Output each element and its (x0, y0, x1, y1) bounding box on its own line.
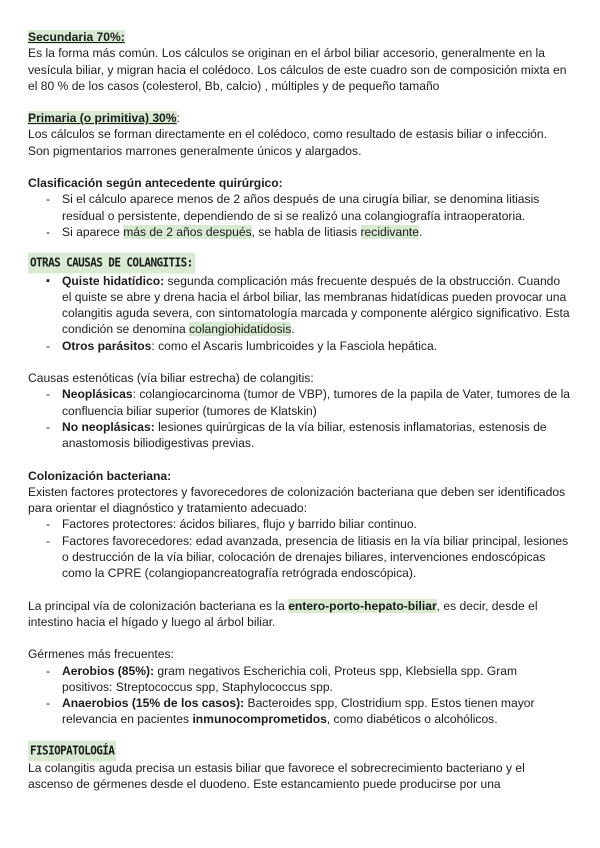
list-item: - Otros parásitos: como el Ascaris lumbricoides y la Fasciola hepática. (28, 338, 570, 354)
colonizacion-heading: Colonización bacteriana: (28, 468, 172, 483)
list-item: - Si aparece más de 2 años después, se habla de litiasis recidivante. (28, 224, 570, 240)
list-item: - Si el cálculo aparece menos de 2 años después de una cirugía biliar, se denomina litiasis residual o persistente, dependiendo de si se realizó una colangiografía intraoperatoria. (28, 191, 570, 224)
colonizacion-text: Existen factores protectores y favorecedores de colonización bacteriana que deben ser identificados para orientar el diagnóstico y tratamiento adecuado: (28, 484, 566, 516)
via-colonizacion: La principal vía de colonización bacteriana es la entero-porto-hepato-biliar, es decir, desde el intestino hacia el hígado y luego al árbol biliar. (28, 598, 538, 629)
primaria-text: Los cálculos se forman directamente en el colédoco, como resultado de estasis biliar o infección. Son pigmentarios marrones generalmente únicos y alargados. (28, 127, 547, 158)
germenes-intro: Gérmenes más frecuentes: (28, 647, 174, 662)
list-item: - Factores favorecedores: edad avanzada, presencia de litiasis en la vía biliar principal, lesiones o destrucción de la vía biliar, colocación de drenajes biliares, intervenciones endoscópicas como la CPRE (colangiopancreatografía retrógrada endoscópica). (28, 533, 570, 582)
clasificacion-list (28, 191, 570, 240)
germenes-list (28, 663, 570, 728)
list-item: - Anaerobios (15% de los casos): Bacteroides spp, Clostridium spp. Estos tienen mayor relevancia en pacientes inmunocomprometidos, como diabéticos o alcohólicos. (28, 695, 570, 728)
list-item: - Aerobios (85%): gram negativos Escherichia coli, Proteus spp, Klebsiella spp. Gram positivos: Streptococcus spp, Staphylococcus spp. (28, 663, 570, 696)
clasificacion-heading: Clasificación según antecedente quirúrgico: (28, 176, 283, 191)
list-item: - No neoplásicas: lesiones quirúrgicas de la vía biliar, estenosis inflamatorias, estenosis de anastomosis biliodigestivas previas. (28, 419, 570, 452)
list-item: ▪ Quiste hidatídico: segunda complicación más frecuente después de la obstrucción. Cuando el quiste se abre y drena hacia el árbol biliar, las membranas hidatídicas pueden provocar una colangitis aguda severa, con sintomatología marcada y componente alérgico significativo. Esta condición se denomina colangiohidatidosis. (28, 273, 570, 338)
fisiopatologia-title: FISIOPATOLOGÍA (28, 742, 570, 760)
otras-causas-title: OTRAS CAUSAS DE COLANGITIS: (28, 254, 570, 272)
list-item: - Factores protectores: ácidos biliares, flujo y barrido biliar continuo. (28, 516, 570, 532)
secundaria-text: Es la forma más común. Los cálculos se originan en el árbol biliar accesorio, generalmente en la vesícula biliar, y migran hacia el colédoco. Los cálculos de este cuadro son de composición mixta en el 80 % de los casos (colesterol, Bb, calcio) , múltiples y de pequeño tamaño (28, 46, 567, 93)
secundaria-heading: Secundaria 70%: (28, 30, 125, 44)
colonizacion-list (28, 516, 570, 581)
list-item: - Neoplásicas: colangiocarcinoma (tumor de VBP), tumores de la papila de Vater, tumores de la confluencia biliar superior (tumores de Klatskin) (28, 386, 570, 419)
primaria-heading: Primaria (o primitiva) 30%: (28, 111, 180, 126)
estenoticas-list (28, 386, 570, 451)
estenoticas-intro: Causas estenóticas (vía biliar estrecha) de colangitis: (28, 371, 314, 386)
otras-causas-list (28, 273, 570, 354)
fisiopatologia-text: La colangitis aguda precisa un estasis biliar que favorece el sobrecrecimiento bacteriano y el ascenso de gérmenes desde el duodeno. Este estancamiento puede producirse por una (28, 760, 525, 792)
